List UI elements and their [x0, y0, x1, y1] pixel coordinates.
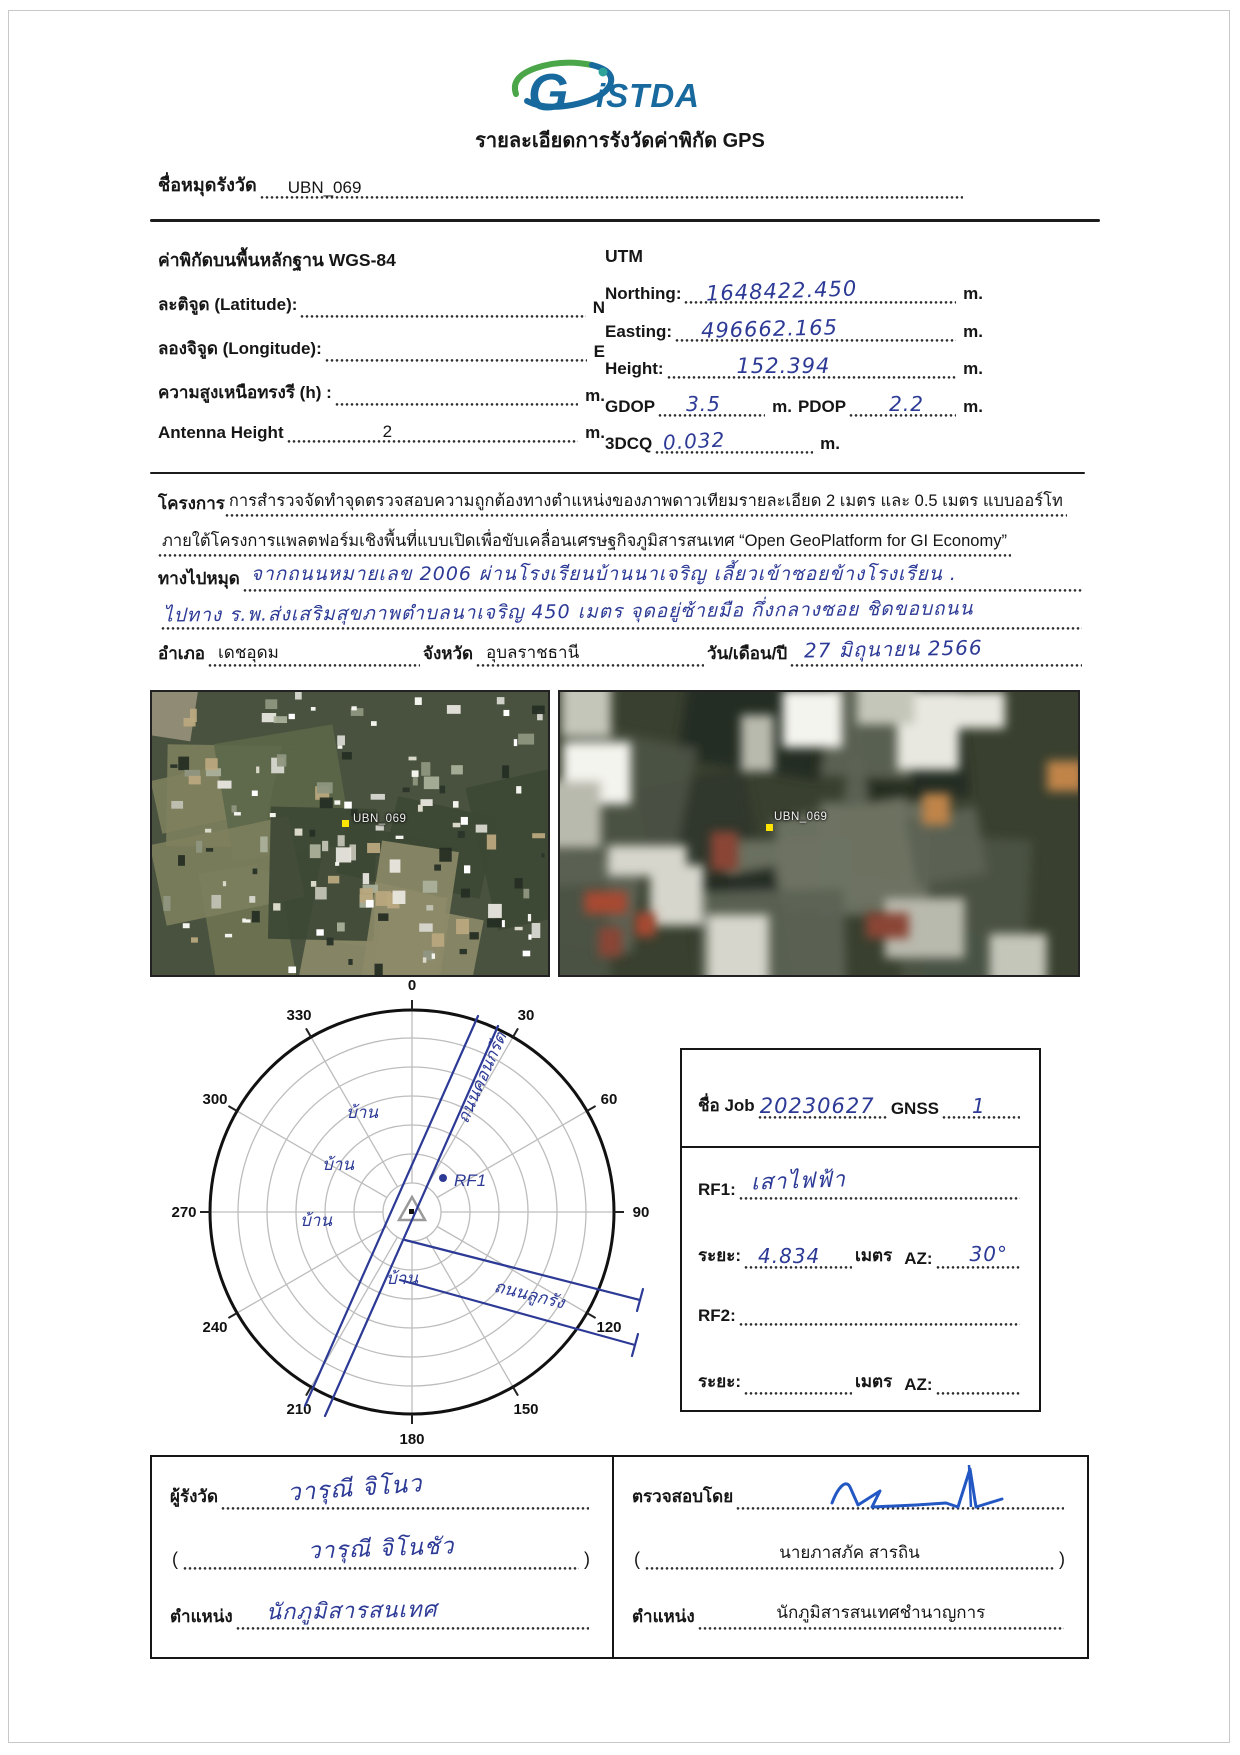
surveyor-label: ผู้รังวัด: [170, 1487, 218, 1506]
az1-value: 30°: [969, 1242, 1008, 1266]
rf1-value: เสาไฟฟ้า: [750, 1167, 847, 1197]
degree-label-30: 30: [517, 1007, 535, 1024]
station-name-row: [158, 170, 966, 199]
surveyor-name-row: [170, 1533, 592, 1570]
satellite-map-wide: [150, 690, 550, 977]
northing-field: [684, 276, 956, 307]
wgs84-heading: ค่าพิกัดบนพื้นหลักฐาน WGS-84: [158, 250, 396, 270]
route-value-1: จากถนนหมายเลข 2006 ผ่านโรงเรียนบ้านนาเจริญ เลี้ยวเข้าซอยข้างโรงเรียน .: [250, 563, 957, 585]
northing-row: [605, 276, 983, 307]
province-value: อุบลราชธานี: [486, 643, 580, 662]
project-line-2: ภายใต้โครงการแพลตฟอร์มเชิงพื้นที่แบบเปิดเพื่อขับเคลื่อนเศรษฐกิจภูมิสารสนเทศ “Open GeoPlatform for GI Economy”: [158, 528, 1011, 557]
dcq-row: [605, 427, 840, 455]
range2-label: ระยะ:: [698, 1372, 742, 1391]
project-row-2: [158, 528, 1085, 557]
degree-label-240: 240: [202, 1319, 228, 1336]
route-row-1: [158, 558, 1085, 592]
azimuth-sketch-compass: [160, 968, 670, 1468]
gdop-unit: m.: [772, 396, 792, 416]
divider-top: [150, 219, 1100, 222]
checker-cell: [614, 1457, 1087, 1657]
utm-heading: UTM: [605, 246, 643, 266]
map-point-label: UBN_069: [353, 813, 407, 825]
degree-label-270: 270: [171, 1204, 197, 1221]
satellite-map-zoom: [558, 690, 1080, 977]
dcq-field: [655, 427, 813, 455]
gnss-label: GNSS: [890, 1099, 939, 1118]
easting-unit: m.: [963, 321, 983, 341]
rf2-label: RF2:: [698, 1306, 736, 1326]
gravel-road-annotation: ถนนลูกรัง: [492, 1276, 567, 1313]
checker-name-field: [645, 1543, 1054, 1570]
house-annotation-2: บ้าน: [322, 1155, 354, 1174]
northing-unit: m.: [963, 284, 983, 304]
rf1-label: RF1:: [698, 1180, 736, 1200]
station-center-dot: [409, 1209, 414, 1214]
divider-middle: [150, 472, 1085, 474]
station-name-label: ชื่อหมุดรังวัด: [158, 175, 257, 195]
longitude-unit: E: [593, 342, 605, 361]
range2-field: [744, 1375, 852, 1395]
checker-label: ตรวจสอบโดย: [632, 1487, 734, 1506]
ellipsoid-height-label: ความสูงเหนือทรงรี (h) :: [158, 383, 332, 402]
date-field: [790, 635, 1082, 667]
gnss-value: 1: [972, 1094, 986, 1118]
latitude-field: [300, 298, 585, 318]
open-paren: (: [172, 1549, 178, 1569]
az1-label: AZ:: [904, 1249, 933, 1268]
house-annotation-3: บ้าน: [300, 1211, 332, 1230]
checker-position-field: [698, 1603, 1064, 1630]
district-field: [208, 643, 420, 667]
easting-value: 496662.165: [700, 314, 839, 343]
checker-signature-scribble: [826, 1461, 1016, 1513]
antenna-height-label: Antenna Height: [158, 423, 284, 443]
ellipsoid-height-unit: m.: [585, 386, 605, 405]
utm-height-field: [667, 354, 957, 379]
checker-position-row: [632, 1603, 1067, 1630]
date-label: วัน/เดือน/ปี: [707, 644, 788, 663]
az1-field: [936, 1242, 1020, 1269]
utm-height-unit: m.: [963, 359, 983, 379]
range2-unit: เมตร: [855, 1372, 893, 1391]
surveyor-signature: วารุณี จิโนว: [286, 1469, 424, 1507]
degree-label-120: 120: [596, 1319, 622, 1336]
rf2-row: [698, 1306, 1023, 1326]
antenna-height-unit: m.: [585, 423, 605, 443]
logo-wordmark: iSTDA: [596, 77, 700, 114]
easting-row: [605, 314, 983, 343]
surveyor-name: วารุณี จิโนชัว: [307, 1533, 455, 1565]
longitude-row: [158, 335, 605, 362]
checker-signature-row: [632, 1483, 1067, 1510]
district-value: เดชอุดม: [217, 643, 279, 662]
surveyor-position: นักภูมิสารสนเทศ: [265, 1597, 438, 1626]
latitude-unit: N: [592, 298, 605, 317]
degree-label-60: 60: [600, 1091, 618, 1108]
logo-letter-g: G: [528, 64, 569, 122]
close-paren: ): [584, 1549, 590, 1569]
surveyor-cell: [152, 1457, 614, 1657]
checker-position-label: ตำแหน่ง: [632, 1607, 695, 1626]
checker-position: นักภูมิสารสนเทศชำนาญการ: [776, 1603, 986, 1622]
map-point-marker: [342, 820, 349, 827]
pdop-field: [849, 391, 956, 416]
date-value: 27 มิถุนายน 2566: [803, 635, 983, 663]
utm-height-row: [605, 354, 983, 379]
degree-label-90: 90: [632, 1204, 650, 1221]
house-annotation-1: บ้าน: [346, 1103, 378, 1122]
rf1-point-dot: [439, 1174, 447, 1182]
dcq-label: 3DCQ: [605, 433, 653, 453]
open-paren: (: [634, 1549, 640, 1569]
degree-label-150: 150: [513, 1401, 539, 1418]
pdop-value: 2.2: [889, 391, 924, 416]
degree-label-300: 300: [202, 1091, 228, 1108]
map-point-marker: [766, 824, 773, 831]
surveyor-position-field: [236, 1597, 589, 1630]
wgs84-section: [158, 246, 605, 443]
job-info-box: [680, 1048, 1041, 1152]
project-line-1: การสำรวจจัดทำจุดตรวจสอบความถูกต้องทางตำแหน่งของภาพดาวเทียมรายละเอียด 2 เมตร และ 0.5 เมตร แบบออร์โท: [225, 488, 1067, 517]
route-field-1: [243, 563, 1082, 592]
antenna-height-row: [158, 423, 605, 443]
document-title: รายละเอียดการรังวัดค่าพิกัด GPS: [475, 130, 765, 152]
range1-label: ระยะ:: [698, 1246, 742, 1265]
latitude-label: ละติจูด (Latitude):: [158, 295, 298, 314]
easting-field: [675, 314, 956, 343]
project-label: โครงการ: [158, 494, 225, 513]
checker-name-row: [632, 1543, 1067, 1570]
degree-label-210: 210: [286, 1401, 312, 1418]
district-province-date-row: [158, 635, 1085, 667]
degree-label-0: 0: [407, 977, 417, 994]
job-name-field: [758, 1094, 888, 1119]
gdop-label: GDOP: [605, 396, 656, 416]
route-label: ทางไปหมุด: [158, 569, 240, 588]
project-row-1: [158, 488, 1085, 517]
ellipsoid-height-row: [158, 379, 605, 406]
surveyor-signature-field: [221, 1469, 589, 1510]
easting-label: Easting:: [605, 321, 673, 341]
range2-row: [698, 1368, 1023, 1395]
az2-field: [936, 1375, 1020, 1395]
degree-label-180: 180: [399, 1431, 425, 1448]
station-name-field: [260, 179, 963, 199]
surveyor-position-row: [170, 1597, 592, 1630]
checker-name: นายภาสภัค สารถิน: [779, 1543, 920, 1562]
antenna-height-value: 2: [382, 422, 393, 442]
map-point-label: UBN_069: [774, 811, 828, 823]
utm-section: [605, 246, 983, 454]
rf1-field: [739, 1167, 1020, 1200]
dcq-unit: m.: [820, 433, 840, 453]
ellipsoid-height-field: [335, 386, 578, 406]
dcq-value: 0.032: [662, 427, 727, 455]
gnss-field: [942, 1094, 1020, 1119]
latitude-row: [158, 291, 605, 318]
checker-signature-field: [736, 1490, 1064, 1510]
route-row-2: [158, 596, 1085, 630]
utm-height-label: Height:: [605, 359, 664, 379]
surveyor-position-label: ตำแหน่ง: [170, 1607, 233, 1626]
signature-table: [150, 1455, 1089, 1659]
concrete-road-annotation: ถนนคอนกรีต: [453, 1029, 511, 1127]
rf1-row: [698, 1167, 1023, 1200]
surveyor-name-field: [183, 1533, 579, 1570]
longitude-field: [325, 342, 587, 362]
gdop-value: 3.5: [686, 391, 721, 416]
pdop-unit: m.: [963, 396, 983, 416]
range1-row: [698, 1242, 1023, 1269]
northing-label: Northing:: [605, 284, 682, 304]
station-name-value: UBN_069: [287, 178, 362, 197]
rf2-field: [739, 1306, 1020, 1326]
logo-i-dot: [599, 68, 608, 77]
province-field: [476, 643, 704, 667]
province-label: จังหวัด: [422, 644, 474, 663]
gdop-field: [658, 391, 765, 416]
surveyor-signature-row: [170, 1469, 592, 1510]
house-annotation-4: บ้าน: [386, 1269, 418, 1288]
degree-label-330: 330: [286, 1007, 312, 1024]
gdop-pdop-row: [605, 391, 983, 416]
route-field-2: [161, 597, 1082, 630]
route-value-2: ไปทาง ร.พ.ส่งเสริมสุขภาพตำบลนาเจริญ 450 เมตร จุดอยู่ซ้ายมือ กึ่งกลางซอย ชิดขอบถนน: [162, 597, 974, 627]
antenna-height-field: [287, 423, 579, 443]
rf1-annotation: RF1: [454, 1171, 487, 1190]
job-row: [698, 1092, 1023, 1119]
job-name-label: ชื่อ Job: [698, 1096, 755, 1115]
pdop-label: PDOP: [797, 396, 847, 416]
az2-label: AZ:: [904, 1375, 933, 1394]
longitude-label: ลองจิจูด (Longitude):: [158, 339, 322, 358]
range1-value: 4.834: [758, 1244, 821, 1268]
close-paren: ): [1059, 1549, 1065, 1569]
utm-height-value: 152.394: [736, 354, 831, 379]
range1-unit: เมตร: [855, 1246, 893, 1265]
range1-field: [744, 1244, 852, 1269]
district-label: อำเภอ: [158, 644, 205, 663]
job-name-value: 20230627: [759, 1094, 875, 1118]
northing-value: 1648422.450: [706, 276, 859, 307]
gistda-logo: [500, 52, 740, 124]
reference-features-box: [680, 1146, 1041, 1412]
